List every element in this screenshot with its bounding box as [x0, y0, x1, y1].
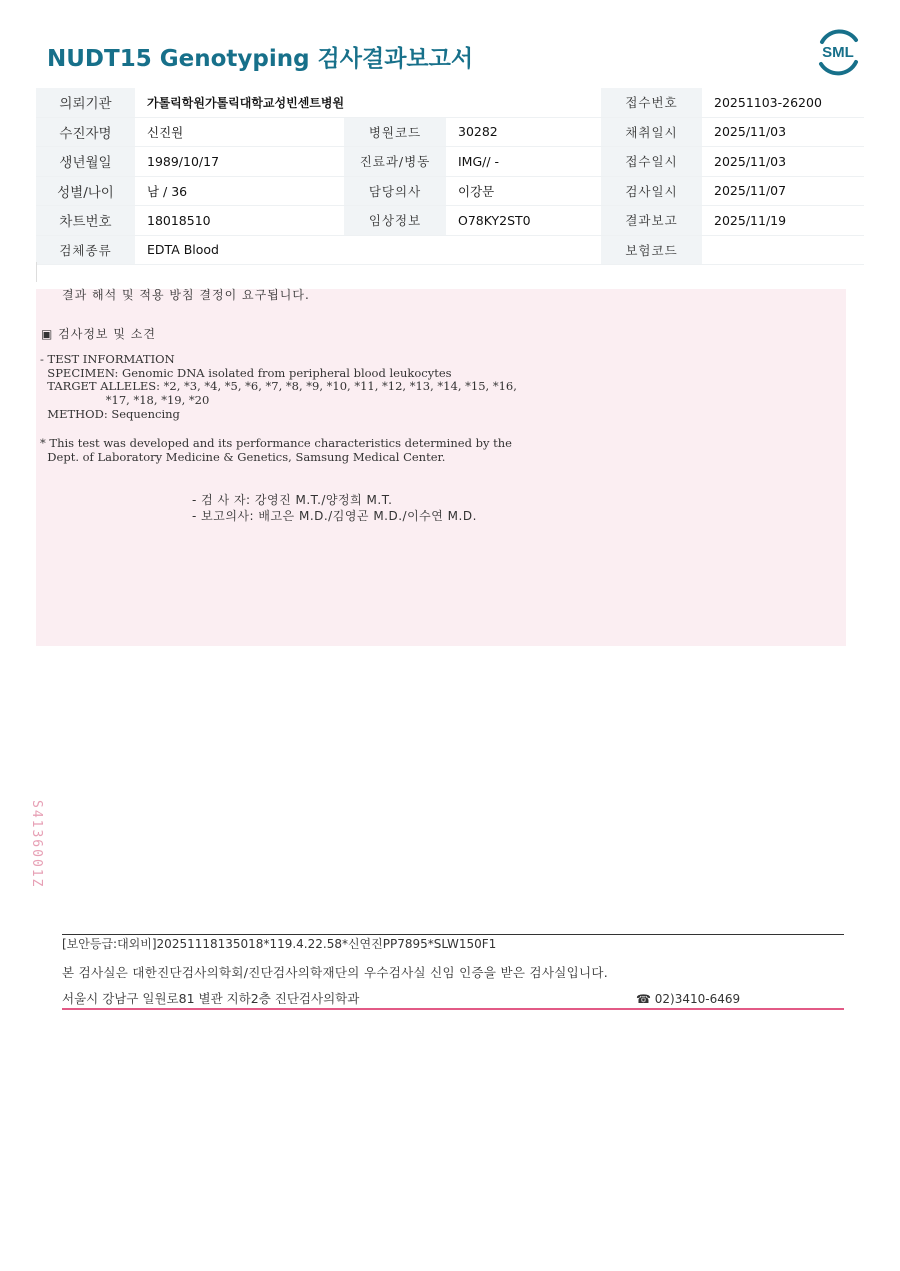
info-value: 2025/11/19	[702, 206, 864, 236]
info-label: 성별/나이	[36, 176, 135, 206]
section-title: ▣ 검사정보 및 소견	[41, 327, 156, 341]
info-value: 18018510	[135, 206, 344, 236]
patient-info-table	[36, 88, 864, 265]
info-label: 수진자명	[36, 117, 135, 147]
lab-phone: ☎ 02)3410-6469	[636, 992, 741, 1006]
side-barcode-text: S4136001Z	[29, 800, 44, 889]
text-line: Dept. of Laboratory Medicine & Genetics, Samsung Medical Center.	[40, 449, 446, 464]
interpretation-note: 결과 해석 및 적용 방침 결정이 요구됩니다.	[62, 288, 310, 302]
scan-edge-mark	[36, 262, 41, 282]
info-value: 2025/11/07	[702, 176, 864, 206]
scanned-report-area	[36, 289, 846, 646]
security-line: [보안등급:대외비]20251118135018*119.4.22.58*신연진PP7895*SLW150F1	[62, 937, 497, 951]
certification-statement: 본 검사실은 대한진단검사의학회/진단검사의학재단의 우수검사실 신임 인증을 받은 검사실입니다.	[62, 965, 609, 980]
info-label: 생년월일	[36, 147, 135, 177]
info-row	[36, 176, 864, 206]
info-value: 2025/11/03	[702, 147, 864, 177]
info-label: 접수번호	[601, 88, 702, 117]
text-line: METHOD: Sequencing	[40, 406, 180, 421]
info-label: 임상정보	[344, 206, 446, 236]
info-label: 채취일시	[601, 117, 702, 147]
info-value: 30282	[446, 117, 601, 147]
footer-accent-rule	[62, 1008, 844, 1010]
info-label: 차트번호	[36, 206, 135, 236]
text-line: TARGET ALLELES: *2, *3, *4, *5, *6, *7, *8, *9, *10, *11, *12, *13, *14, *15, *16,	[40, 379, 517, 394]
info-value: IMG// -	[446, 147, 601, 177]
info-row	[36, 206, 864, 236]
info-label: 검체종류	[36, 235, 135, 265]
info-value: 20251103-26200	[702, 88, 864, 117]
info-value: 2025/11/03	[702, 117, 864, 147]
info-value: O78KY2ST0	[446, 206, 601, 236]
info-value: 이강문	[446, 176, 601, 206]
lab-address: 서울시 강남구 일원로81 별관 지하2층 진단검사의학과	[62, 991, 360, 1006]
info-row	[36, 235, 864, 265]
logo-text: SML	[822, 44, 854, 61]
examiner-line: - 검 사 자: 강영진 M.T./양정희 M.T.	[192, 493, 393, 507]
test-development-note	[40, 437, 512, 464]
info-value: 신진원	[135, 117, 344, 147]
text-line: SPECIMEN: Genomic DNA isolated from peripheral blood leukocytes	[40, 365, 452, 380]
info-value: 1989/10/17	[135, 147, 344, 177]
sml-logo	[812, 28, 864, 76]
text-line: * This test was developed and its performance characteristics determined by the	[40, 436, 512, 450]
text-line: *17, *18, *19, *20	[40, 393, 210, 408]
text-line: - TEST INFORMATION	[40, 352, 175, 366]
info-row	[36, 117, 864, 147]
info-label: 의뢰기관	[36, 88, 135, 117]
test-information-block	[40, 353, 517, 422]
info-label: 병원코드	[344, 117, 446, 147]
info-label: 검사일시	[601, 176, 702, 206]
info-label: 결과보고	[601, 206, 702, 236]
info-row	[36, 147, 864, 177]
info-label: 보험코드	[601, 235, 702, 265]
info-row	[36, 88, 864, 117]
info-label: 진료과/병동	[344, 147, 446, 177]
info-label: 접수일시	[601, 147, 702, 177]
report-title: NUDT15 Genotyping 검사결과보고서	[47, 46, 474, 72]
info-label: 담당의사	[344, 176, 446, 206]
info-value: EDTA Blood	[135, 235, 601, 265]
info-value: 가톨릭학원가톨릭대학교성빈센트병원	[135, 88, 601, 117]
reporting-doctor-line: - 보고의사: 배고은 M.D./김영곤 M.D./이수연 M.D.	[192, 509, 477, 523]
info-value	[702, 235, 864, 265]
info-value: 남 / 36	[135, 176, 344, 206]
